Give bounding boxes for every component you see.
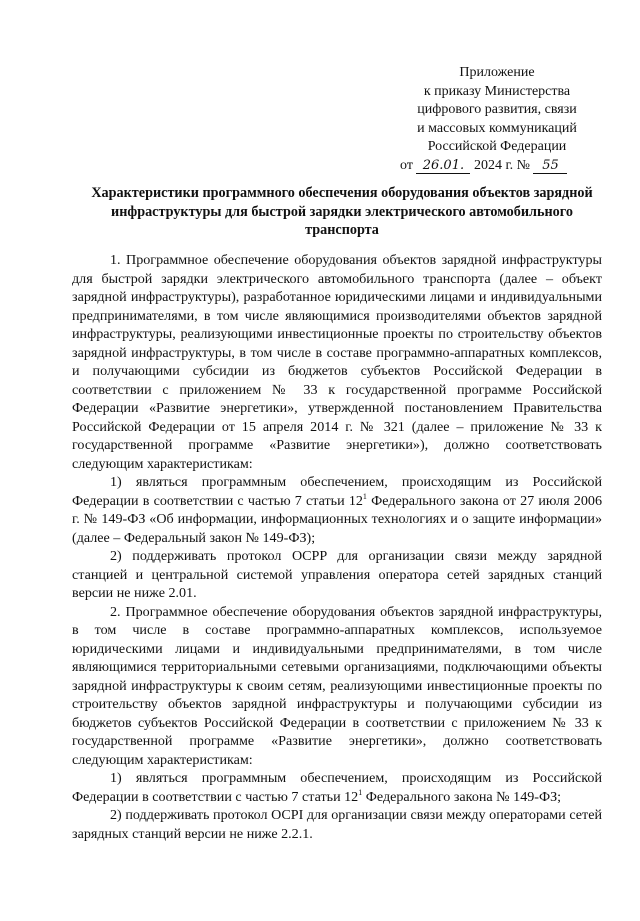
paragraph-2: 2. Программное обеспечение оборудования объектов зарядной инфраструктуры, в том числе в составе программно-аппаратных комплексов, используемое юридическими лицами и индивидуальными предпринимателями, в том числе являющимися территориальными сетевыми организациями, подключающими объекты зарядной инфраструктуры к своим сетям, реализующими инвестиционные проекты по строительству объектов зарядной инфраструктуры и получающими субсидии из бюджетов субъектов Российской Федерации в соответствии с приложением № 33 к государственной программе «Развитие энергетики», должно соответствовать следующим характеристикам:	[72, 603, 602, 768]
order-date-line	[392, 157, 602, 176]
appendix-header	[392, 64, 602, 175]
paragraph-2-item-2: 2) поддерживать протокол OCPI для организации связи между операторами сетей зарядных станций версии не ниже 2.2.1.	[72, 807, 602, 842]
paragraph-1: 1. Программное обеспечение оборудования объектов зарядной инфраструктуры для быстрой зарядки электрического автомобильного транспорта (далее – объект зарядной инфраструктуры), разработанное юридическими лицами и индивидуальными предпринимателями, в том числе являющимися производителями объектов зарядной инфраструктуры, реализующими инвестиционные проекты по строительству объектов зарядной инфраструктуры, в том числе в составе программно-аппаратных комплексов, и получающими субсидии из бюджетов субъектов Российской Федерации в соответствии с приложением № 33 к государственной программе Российской Федерации «Развитие энергетики», утвержденной постановлением Правительства Российской Федерации от 15 апреля 2014 г. № 321 (далее – приложение № 33 к государственной программе «Развитие энергетики»), должно соответствовать следующим характеристикам:	[72, 252, 602, 472]
appendix-line-3: цифрового развития, связи	[417, 102, 577, 117]
p2-item1-text-b: Федерального закона № 149-ФЗ;	[362, 788, 562, 805]
handwritten-order-number: 55	[533, 158, 567, 174]
date-prefix: от	[400, 157, 413, 173]
appendix-line-2: к приказу Министерства	[423, 83, 571, 99]
appendix-line-1: Приложение	[459, 65, 535, 80]
p2-item1-superscript: 1	[358, 787, 363, 797]
p1-item1-text-a: 1) являться программным обеспечением, происходящим из Российской Федерации в соответствии с частью 7 статьи 12	[72, 474, 602, 509]
paragraph-1-item-1	[72, 473, 602, 547]
handwritten-date: 26.01.	[416, 158, 470, 174]
p2-item1-text-a: 1) являться программным обеспечением, происходящим из Российской Федерации в соответствии с частью 7 статьи 12	[72, 770, 602, 805]
appendix-line-5: Российской Федерации	[427, 139, 567, 154]
paragraph-2-item-1	[72, 769, 602, 806]
appendix-line-4: и массовых коммуникаций	[417, 120, 577, 136]
document-title: Характеристики программного обеспечения оборудования объектов зарядной инфраструктуры для быстрой зарядки электрического автомобильного транспорта	[91, 185, 593, 238]
p1-item1-text-b: Федерального закона от 27 июля 2006 г. № 149-ФЗ «Об информации, информационных технологиях и о защите информации» (далее – Федеральный закон № 149-ФЗ);	[72, 492, 602, 546]
paragraph-1-item-2: 2) поддерживать протокол OCPP для организации связи между зарядной станцией и центральной системой управления оператора сетей зарядных станций версии не ниже 2.01.	[72, 548, 602, 601]
document-body	[72, 251, 602, 843]
date-year: 2024 г. №	[473, 157, 530, 173]
p1-item1-superscript: 1	[362, 491, 367, 501]
